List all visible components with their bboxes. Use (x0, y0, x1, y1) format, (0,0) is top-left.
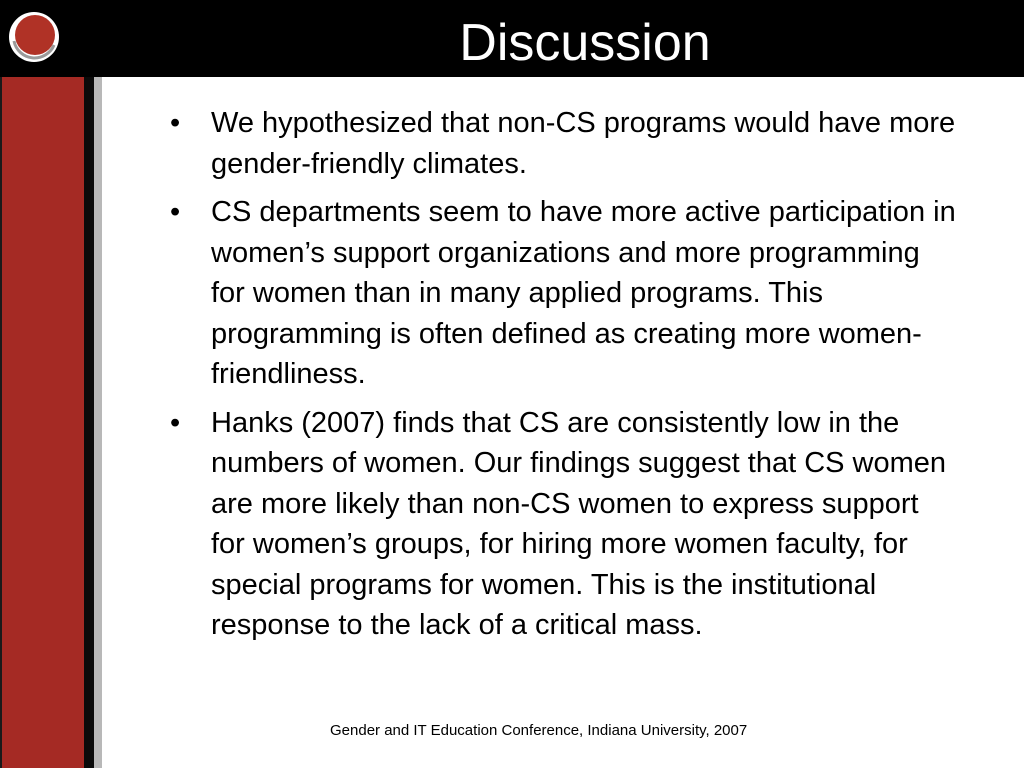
bullet-icon: • (170, 406, 181, 439)
bullet-list (168, 103, 958, 654)
bullet-text: Hanks (2007) finds that CS are consistently low in the numbers of women. Our findings suggest that CS women are more likely than non-CS women to express support for women’s groups, for hiring more women faculty, for special programs for women. This is the institutional response to the lack of a critical mass. (211, 406, 947, 641)
left-stripe-red (2, 77, 84, 768)
bullet-text: CS departments seem to have more active participation in women’s support organizations and more programming for women than in many applied programs. This programming is often defined as creating more women-friendliness. (211, 196, 956, 390)
left-stripe-black (84, 77, 94, 768)
bullet-text: We hypothesized that non-CS programs would have more gender-friendly climates. (211, 107, 956, 180)
bullet-item (168, 103, 958, 184)
bullet-item (168, 403, 958, 646)
bullet-icon: • (170, 196, 181, 228)
slide-footer: Gender and IT Education Conference, Indiana University, 2007 (330, 722, 748, 739)
bullet-item (168, 192, 958, 395)
bullet-icon: • (170, 107, 181, 139)
left-stripe-gray (94, 77, 102, 768)
slide-title: Discussion (459, 14, 711, 72)
title-bar (0, 0, 1024, 77)
